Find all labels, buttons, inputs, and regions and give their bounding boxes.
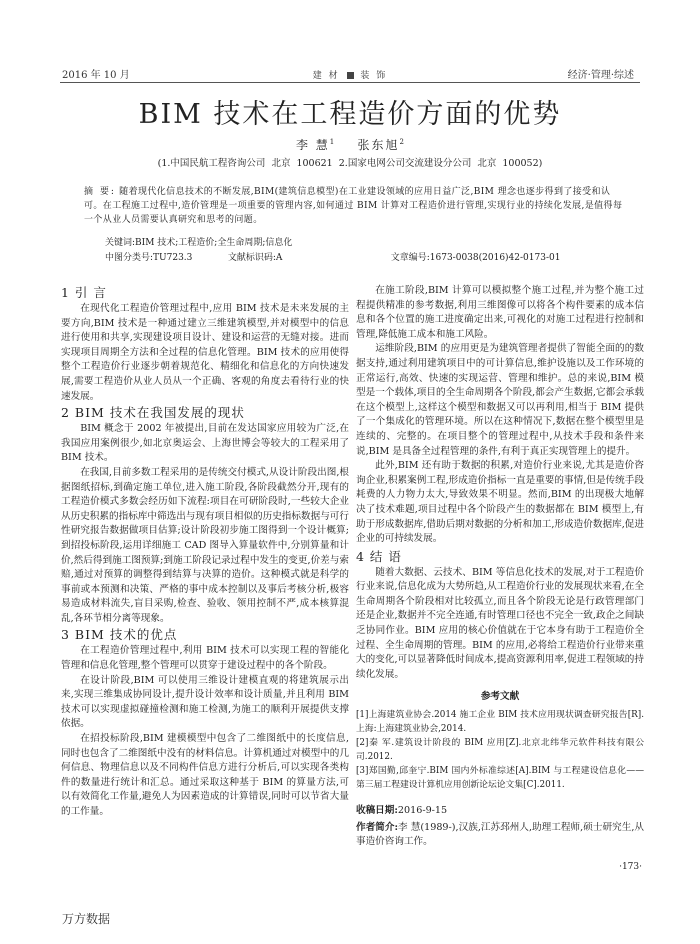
watermark: 万方数据: [62, 912, 111, 926]
header-journal-a: 建 材: [312, 71, 340, 81]
section-heading: 1 引 言: [61, 285, 107, 300]
clc-number: 中图分类号:TU723.3: [105, 253, 193, 263]
abstract-text: 随着现代化信息技术的不断发展,BIM(建筑信息模型)在工业建设领域的应用日益广泛,BIM 理念也逐步得到了接受和认可。在工程施工过程中,造价管理是一项重要的管理内容,如何通过 BIM 计算对工程造价进行管理,实现行业的持续化发展,是值得每一个从业人员需要认真研究和思考的问题。: [84, 187, 623, 225]
author-bio-label: 作者简介:: [356, 821, 399, 833]
square-icon: [347, 72, 354, 79]
received-label: 收稿日期:: [356, 805, 398, 817]
affiliation: (1.中国民航工程咨询公司 北京 100621 2.国家电网公司交流建设分公司 北京 100052): [157, 158, 543, 169]
paragraph: 在我国,目前多数工程采用的是传统交付模式,从设计阶段出图,根据图纸招标,到确定施工单位,进入施工阶段,各阶段截然分开,现有的工程造价模式多数会经历如下流程:项目在可研阶段时,一些较大企业从历史积累的指标库中筛选出与现有项目相似的历史指标数据与可行性研究报告数据做项目估算;设计阶段初步施工图得到一个设计概算;到招投标阶段,运用详细施工 CAD 图导入算量软件中,分别算量和计价,然后得到施工图预算;到施工阶段记录过程中发生的变更,价差与索赔,通过对预算的调整得到结算与决算的造价。这种模式就是科学的事前或本预测和决策、严格的事中成本控制以及事后考核分析,极容易造成材料流失,盲目采购,检查、验收、领用控制不严,成本核算混乱,各环节相分离等现象。: [61, 466, 349, 624]
reference-item: [1]上海建筑业协会.2014 施工企业 BIM 技术应用现状调查研究报告[R].上海:上海建筑业协会,2014.: [356, 710, 644, 734]
reference-item: [2]秦 军.建筑设计阶段的 BIM 应用[Z].北京北纬华元软件科技有限公司.2012.: [356, 738, 644, 762]
received-value: 2016-9-15: [397, 805, 448, 817]
reference-item: [3]郑国勤,邱奎宁.BIM 国内外标准综述[A].BIM 与工程建设信息化——第三届工程建设计算机应用创新论坛论文集[C].2011.: [356, 766, 644, 790]
header-journal-b: 装 饰: [360, 71, 388, 81]
paragraph: BIM 概念于 2002 年被提出,目前在发达国家应用较为广泛,在我国应用案例很少,如北京奥运会、上海世博会等较大的工程采用了 BIM 技术。: [61, 423, 349, 464]
paragraph: 在施工阶段,BIM 计算可以模拟整个施工过程,并为整个施工过程提供精准的参考数据,利用三维图像可以将各个构件要素的成本信息和各个位置的施工进度确定出来,可视化的对施工过程进行控制和管理,降低施工成本和施工风险。: [356, 285, 644, 340]
header-section: 经济·管理·综述: [567, 70, 634, 81]
author-bio-value: 李 慧(1989-),汉族,江苏邳州人,助理工程师,硕士研究生,从事造价咨询工作。: [356, 821, 644, 848]
references-title: 参考文献: [480, 691, 520, 703]
article-title: BIM 技术在工程造价方面的优势: [138, 99, 562, 130]
section-heading: 4 结 语: [356, 548, 402, 564]
received-date: [356, 804, 644, 819]
paragraph: 随着大数据、云技术、BIM 等信息化技术的发展,对于工程造价行业来说,信息化成为大势所趋,从工程造价行业的发展现状来看,在全生命周期各个阶段相对比较孤立,而且各个阶段无论是行政管理部门还是企业,数据并不完全连通,有时管理口径也不完全一致,政企之间缺乏协同作业。BIM 应用的核心价值就在于它本身有助于工程造价全过程、全生命周期的管理。BIM 的应用,必将给工程造价行业带来重大的变化,可以显著降低时间成本,提高资源利用率,促进工程领域的持续化发展。: [356, 566, 644, 680]
section-heading: 2 BIM 技术在我国发展的现状: [61, 405, 245, 421]
paragraph: 此外,BIM 还有助于数据的积累,对造价行业来说,尤其是造价咨询企业,积累案例工程,形成造价指标一直是重要的事情,但是传统手段耗费的人力物力太大,导致效果不明显。然而,BIM 的出现极大地解决了技术难题,项目过程中各个阶段产生的数据都在 BIM 模型上,有助于形成数据库,借助后期对数据的分析和加工,形成造价数据库,促进企业的可持续发展。: [356, 460, 644, 545]
right-column: [356, 284, 644, 850]
paragraph: 在工程造价管理过程中,利用 BIM 技术可以实现工程的智能化管理和信息化管理,整个管理可以贯穿于建设过程中的各个阶段。: [61, 645, 349, 672]
author-bio: [356, 821, 644, 850]
abstract-label: 摘 要:: [84, 187, 116, 197]
paragraph: 在设计阶段,BIM 可以使用三维设计建模直观的将建筑展示出来,实现三维集成协同设计,提升设计效率和设计质量,并且利用 BIM 技术可以实现虚拟碰撞检测和施工检测,为施工的顺利开展提供支撑依据。: [61, 674, 349, 730]
author-line: [0, 136, 700, 153]
section-heading: 3 BIM 技术的优点: [61, 627, 178, 643]
classification-line: [105, 250, 625, 263]
author-1: 李 慧: [295, 138, 330, 152]
author-2: 张东旭: [357, 138, 400, 152]
left-column: [61, 284, 349, 820]
page-number: ·173·: [619, 862, 642, 872]
keywords: 关键词:BIM 技术;工程造价;全生命周期;信息化: [105, 238, 293, 248]
paragraph: 运维阶段,BIM 的应用更是为建筑管理者提供了智能全面的的数据支持,通过利用建筑项目中的可计算信息,维护设施以及工作环境的正常运行,高效、快速的实现运营、管理和维护。总的来说,BIM 模型是一个载体,项目的全生命周期各个阶段,都会产生数据,它都会承载在这个模型上,这样这个模型和数据又可以再利用,相当于 BIM 提供了一个集成化的管理环境。所以在这种情况下,数据在整个模型里是连续的、完整的。在项目整个的管理过程中,从技术手段和条件来说,BIM 是具备全过程管理的条件,有利于真正实现管理上的提升。: [356, 343, 644, 457]
paragraph: 在现代化工程造价管理过程中,应用 BIM 技术是未来发展的主要方向,BIM 技术是一种通过建立三维建筑模型,并对模型中的信息进行使用和共享,实现建设项目设计、建设和运营的无缝对接。进而实现项目周期全方法和全过程的信息化管理。BIM 技术的应用使得整个工程造价行业逐步朝着规范化、精细化和信息化的方向快速发展,需要工程造价从业人员从一个正确、客观的角度去看待行业的快速发展。: [61, 303, 349, 402]
header-rule: [60, 82, 640, 83]
article-number: 文章编号:1673-0038(2016)42-0173-01: [390, 253, 561, 263]
abstract: [84, 185, 624, 227]
author-2-sup: 2: [399, 138, 405, 146]
header-date: 2016 年 10 月: [62, 70, 130, 81]
author-1-sup: 1: [329, 138, 335, 146]
paragraph: 在招投标阶段,BIM 建模模型中包含了二维图纸中的长度信息,同时也包含了二维图纸中没有的材料信息。计算机通过对模型中的几何信息、物理信息以及不同构件信息方进行分析后,可以实现各类构件的数量进行统计和汇总。通过采取这种基于 BIM 的算量方法,可以有效简化工作量,避免人为因素造成的计算错误,同时可以节省大量的工作量。: [61, 733, 349, 817]
document-code: 文献标识码:A: [227, 253, 283, 263]
